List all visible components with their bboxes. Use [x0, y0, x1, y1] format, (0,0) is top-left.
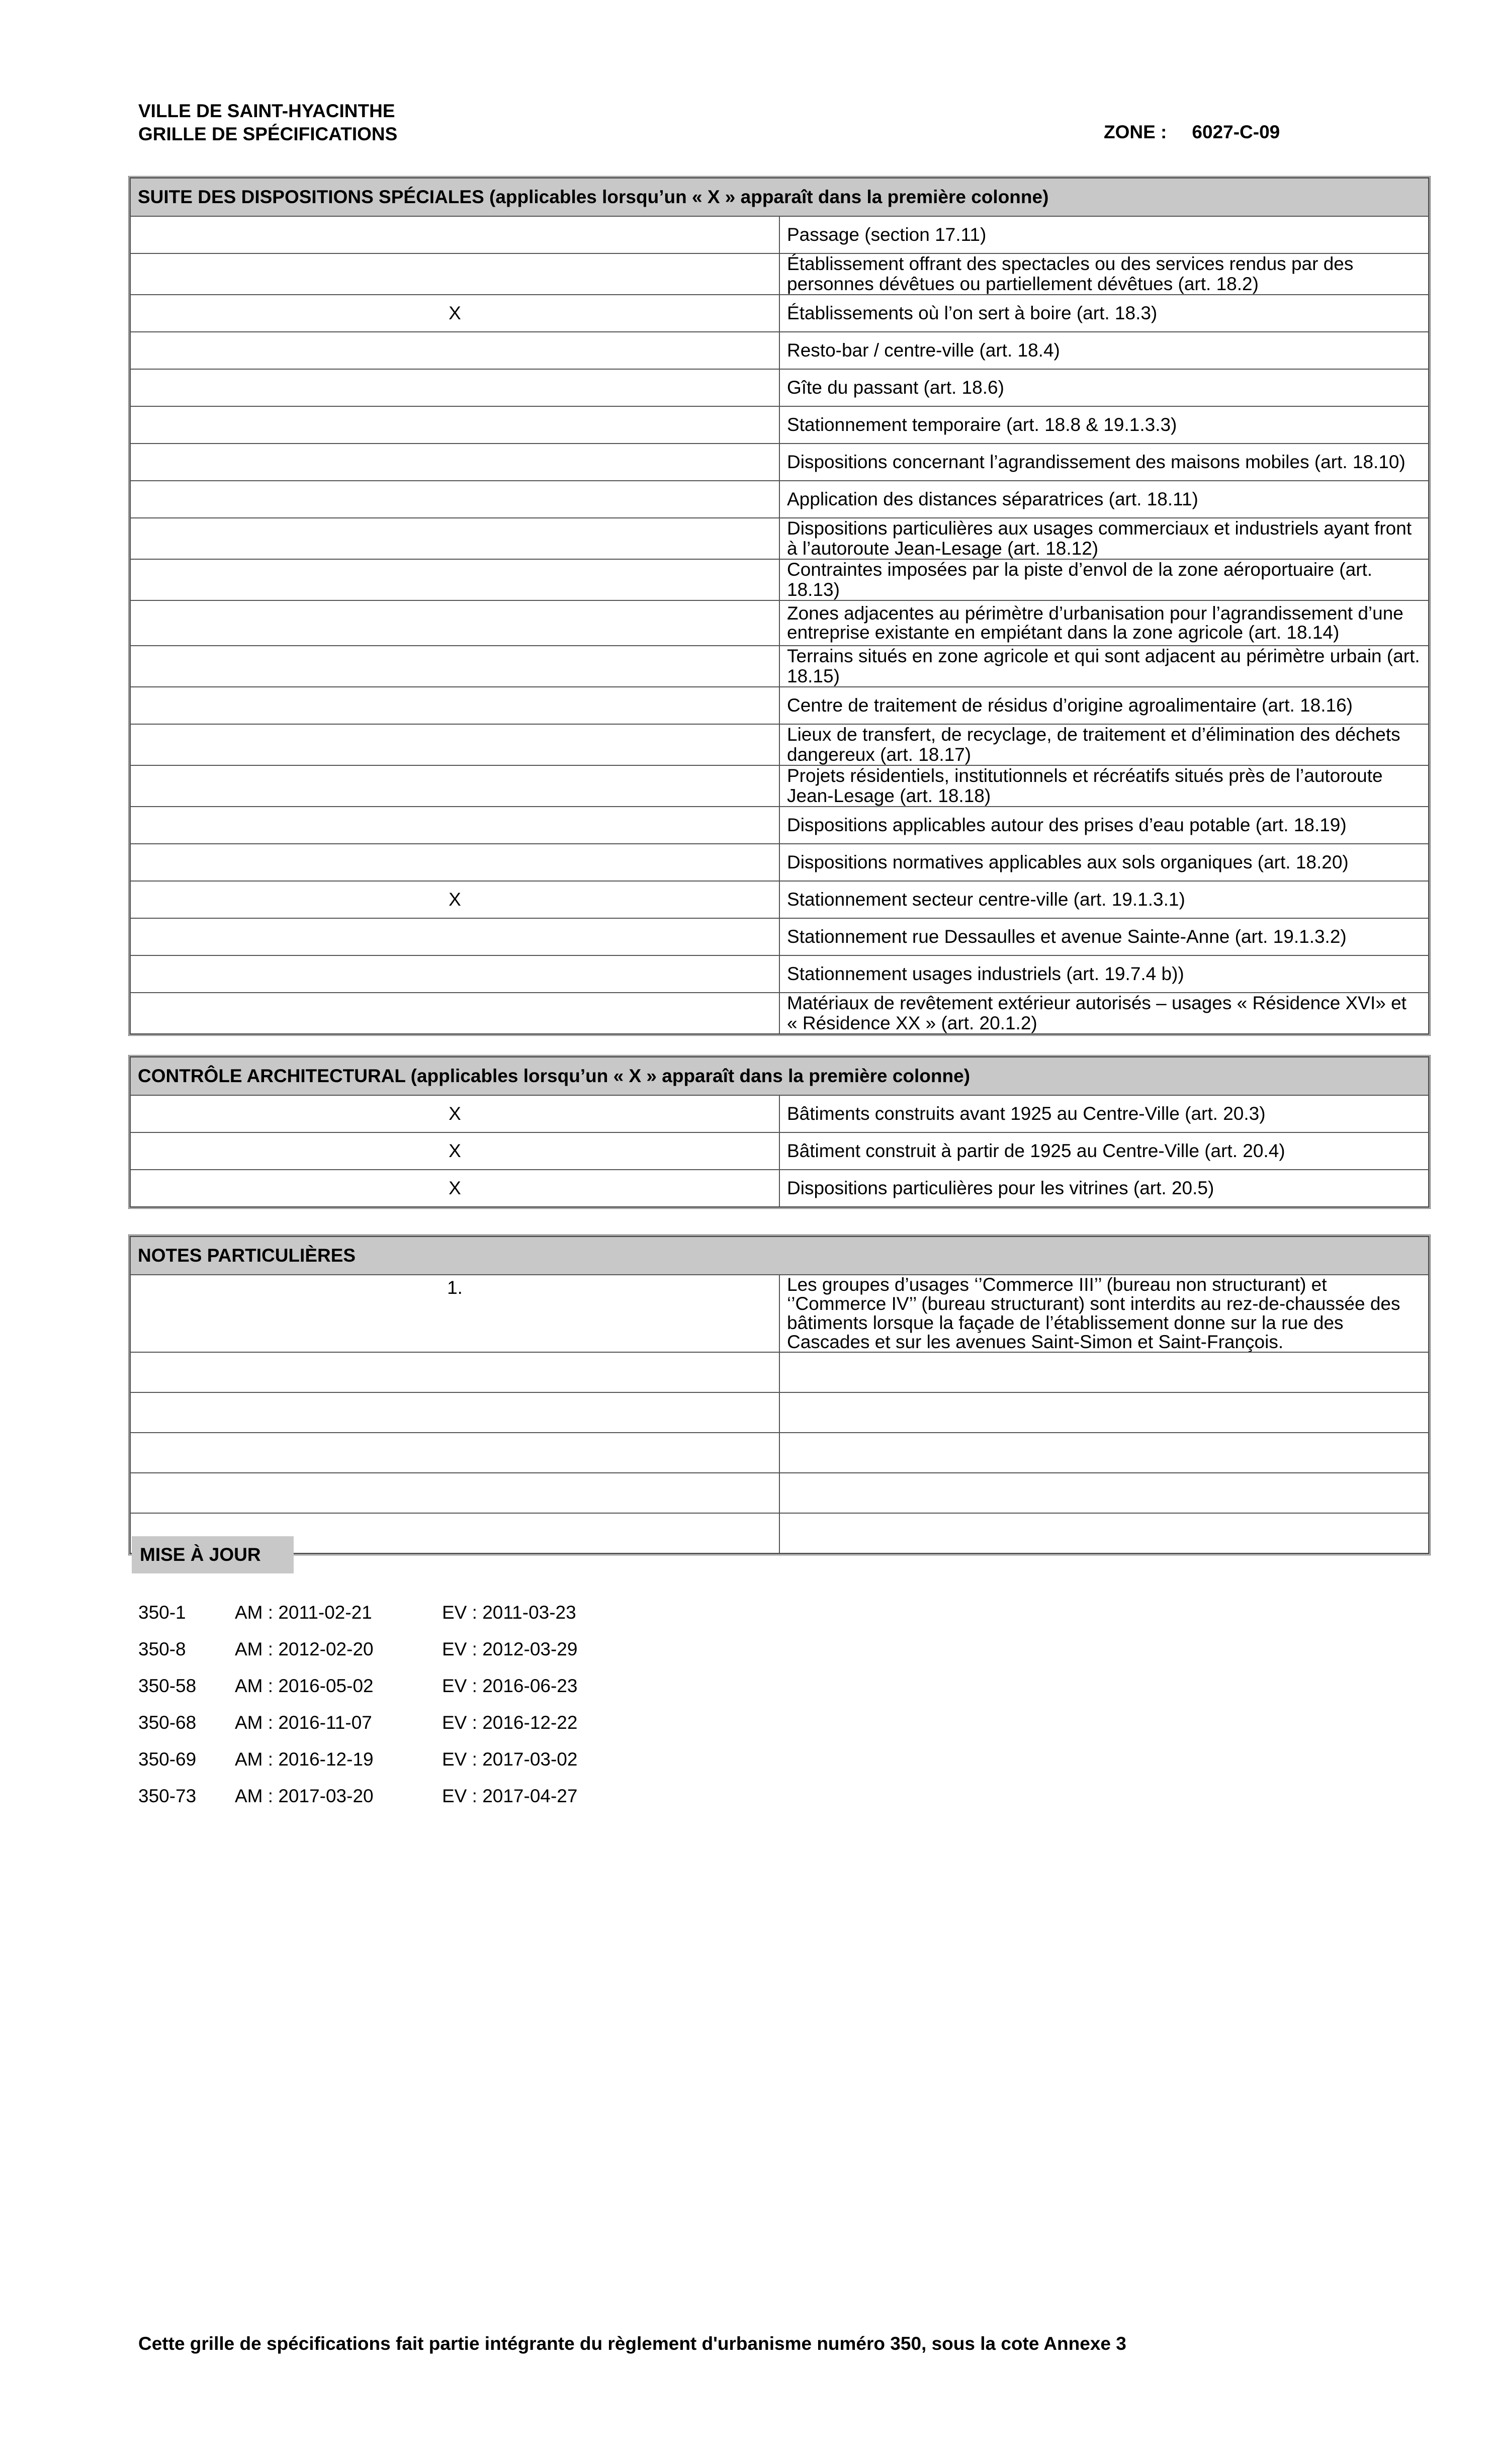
table-row	[130, 1473, 1429, 1513]
updates-list	[138, 1594, 577, 1814]
provision-text: Dispositions concernant l’agrandissement des maisons mobiles (art. 18.10)	[779, 444, 1429, 481]
table-row	[130, 600, 1429, 646]
table-row	[130, 1352, 1429, 1392]
adoption-date: AM : 2016-11-07	[235, 1712, 372, 1733]
bylaw-number: 350-8	[138, 1639, 186, 1659]
applicable-mark	[130, 724, 779, 765]
adoption-date: AM : 2016-05-02	[235, 1676, 374, 1696]
table-row	[130, 332, 1429, 369]
provision-text: Dispositions particulières aux usages commerciaux et industriels ayant front à l’autoroute Jean-Lesage (art. 18.12)	[779, 518, 1429, 559]
table-row	[130, 295, 1429, 332]
table-row	[130, 444, 1429, 481]
update-entry	[138, 1594, 577, 1631]
table-row	[130, 559, 1429, 600]
provision-text: Resto-bar / centre-ville (art. 18.4)	[779, 332, 1429, 369]
provision-text: Lieux de transfert, de recyclage, de traitement et d’élimination des déchets dangereux (art. 18.17)	[779, 724, 1429, 765]
adoption-date: AM : 2012-02-20	[235, 1639, 374, 1659]
applicable-mark	[130, 518, 779, 559]
effective-date: EV : 2012-03-29	[442, 1639, 578, 1659]
update-entry	[138, 1667, 577, 1704]
applicable-mark	[130, 481, 779, 518]
table-row	[130, 724, 1429, 765]
applicable-mark	[130, 216, 779, 253]
footer-note: Cette grille de spécifications fait partie intégrante du règlement d'urbanisme numéro 350, sous la cote Annexe 3	[138, 2333, 1126, 2354]
table-row	[130, 1132, 1429, 1170]
table-row	[130, 1170, 1429, 1207]
update-entry	[138, 1704, 577, 1741]
zone-identifier	[1104, 121, 1280, 144]
provision-text: Dispositions particulières pour les vitrines (art. 20.5)	[779, 1170, 1429, 1207]
applicable-mark	[130, 687, 779, 724]
special-provisions-table	[128, 176, 1431, 1036]
note-number	[130, 1473, 779, 1513]
applicable-mark	[130, 600, 779, 646]
updates-title: MISE À JOUR	[132, 1536, 294, 1573]
applicable-mark	[130, 369, 779, 406]
provision-text: Stationnement temporaire (art. 18.8 & 19.1.3.3)	[779, 406, 1429, 444]
table-row	[130, 1433, 1429, 1473]
adoption-date: AM : 2011-02-21	[235, 1602, 372, 1623]
provision-text: Dispositions normatives applicables aux sols organiques (art. 18.20)	[779, 844, 1429, 881]
applicable-mark: X	[130, 881, 779, 918]
note-number	[130, 1392, 779, 1433]
note-text	[779, 1513, 1429, 1553]
notes-title: NOTES PARTICULIÈRES	[130, 1237, 1429, 1275]
provision-text: Établissement offrant des spectacles ou des services rendus par des personnes dévêtues ou partiellement dévêtues (art. 18.2)	[779, 253, 1429, 295]
applicable-mark	[130, 406, 779, 444]
bylaw-number: 350-69	[138, 1749, 197, 1770]
note-text: Les groupes d’usages ‘’Commerce III’’ (bureau non structurant) et ‘’Commerce IV’’ (bureau structurant) sont interdits au rez-de-chaussée des bâtiments lorsque la façade de l’établissement donne sur la rue des Cascades et sur les avenues Saint-Simon et Saint-François.	[779, 1275, 1429, 1352]
update-entry	[138, 1631, 577, 1667]
city-name: VILLE DE SAINT-HYACINTHE	[138, 101, 395, 121]
table-row	[130, 844, 1429, 881]
bylaw-number: 350-73	[138, 1786, 197, 1806]
applicable-mark	[130, 765, 779, 807]
note-number: 1.	[130, 1275, 779, 1352]
provision-text: Stationnement rue Dessaulles et avenue Sainte-Anne (art. 19.1.3.2)	[779, 918, 1429, 955]
effective-date: EV : 2016-06-23	[442, 1676, 578, 1696]
applicable-mark	[130, 844, 779, 881]
architectural-control-table	[128, 1055, 1431, 1209]
table-row	[130, 918, 1429, 955]
applicable-mark	[130, 955, 779, 993]
provision-text: Stationnement secteur centre-ville (art. 19.1.3.1)	[779, 881, 1429, 918]
effective-date: EV : 2016-12-22	[442, 1712, 578, 1733]
provision-text: Passage (section 17.11)	[779, 216, 1429, 253]
applicable-mark	[130, 253, 779, 295]
effective-date: EV : 2017-03-02	[442, 1749, 578, 1770]
zone-value: 6027-C-09	[1192, 122, 1280, 142]
note-number	[130, 1352, 779, 1392]
applicable-mark	[130, 332, 779, 369]
applicable-mark	[130, 444, 779, 481]
update-entry	[138, 1741, 577, 1778]
table-row	[130, 687, 1429, 724]
provision-text: Terrains situés en zone agricole et qui sont adjacent au périmètre urbain (art. 18.15)	[779, 646, 1429, 687]
table-row	[130, 955, 1429, 993]
table-row	[130, 646, 1429, 687]
applicable-mark	[130, 918, 779, 955]
table-row	[130, 993, 1429, 1034]
note-text	[779, 1392, 1429, 1433]
zone-label: ZONE :	[1104, 122, 1167, 142]
adoption-date: AM : 2017-03-20	[235, 1786, 374, 1806]
table-row	[130, 807, 1429, 844]
applicable-mark	[130, 646, 779, 687]
note-text	[779, 1473, 1429, 1513]
applicable-mark	[130, 993, 779, 1034]
table-row	[130, 881, 1429, 918]
table-row	[130, 1513, 1429, 1553]
provision-text: Dispositions applicables autour des prises d’eau potable (art. 18.19)	[779, 807, 1429, 844]
document-header	[138, 100, 397, 146]
applicable-mark: X	[130, 1095, 779, 1132]
provision-text: Application des distances séparatrices (art. 18.11)	[779, 481, 1429, 518]
architectural-control-rows	[130, 1095, 1429, 1207]
provision-text: Centre de traitement de résidus d’origine agroalimentaire (art. 18.16)	[779, 687, 1429, 724]
provision-text: Bâtiment construit à partir de 1925 au Centre-Ville (art. 20.4)	[779, 1132, 1429, 1170]
table-row	[130, 1275, 1429, 1352]
table-row	[130, 1095, 1429, 1132]
effective-date: EV : 2017-04-27	[442, 1786, 578, 1806]
provision-text: Zones adjacentes au périmètre d’urbanisation pour l’agrandissement d’une entreprise existante en empiétant dans la zone agricole (art. 18.14)	[779, 600, 1429, 646]
notes-rows	[130, 1275, 1429, 1553]
provision-text: Bâtiments construits avant 1925 au Centre-Ville (art. 20.3)	[779, 1095, 1429, 1132]
note-text	[779, 1352, 1429, 1392]
applicable-mark: X	[130, 1132, 779, 1170]
table-row	[130, 216, 1429, 253]
applicable-mark: X	[130, 295, 779, 332]
table-row	[130, 765, 1429, 807]
table-row	[130, 481, 1429, 518]
effective-date: EV : 2011-03-23	[442, 1602, 576, 1623]
provision-text: Gîte du passant (art. 18.6)	[779, 369, 1429, 406]
table-row	[130, 369, 1429, 406]
applicable-mark: X	[130, 1170, 779, 1207]
special-provisions-title: SUITE DES DISPOSITIONS SPÉCIALES (applicables lorsqu’un « X » apparaît dans la première colonne)	[130, 178, 1429, 216]
architectural-control-title: CONTRÔLE ARCHITECTURAL (applicables lorsqu’un « X » apparaît dans la première colonne)	[130, 1057, 1429, 1095]
table-row	[130, 253, 1429, 295]
bylaw-number: 350-68	[138, 1712, 197, 1733]
notes-table	[128, 1235, 1431, 1555]
table-row	[130, 518, 1429, 559]
note-number	[130, 1433, 779, 1473]
applicable-mark	[130, 559, 779, 600]
bylaw-number: 350-1	[138, 1602, 186, 1623]
provision-text: Projets résidentiels, institutionnels et récréatifs situés près de l’autoroute Jean-Lesage (art. 18.18)	[779, 765, 1429, 807]
adoption-date: AM : 2016-12-19	[235, 1749, 374, 1770]
table-row	[130, 406, 1429, 444]
document-title: GRILLE DE SPÉCIFICATIONS	[138, 124, 398, 144]
special-provisions-rows	[130, 216, 1429, 1034]
update-entry	[138, 1778, 577, 1814]
provision-text: Établissements où l’on sert à boire (art. 18.3)	[779, 295, 1429, 332]
note-text	[779, 1433, 1429, 1473]
provision-text: Stationnement usages industriels (art. 19.7.4 b))	[779, 955, 1429, 993]
bylaw-number: 350-58	[138, 1676, 197, 1696]
applicable-mark	[130, 807, 779, 844]
provision-text: Contraintes imposées par la piste d’envol de la zone aéroportuaire (art. 18.13)	[779, 559, 1429, 600]
table-row	[130, 1392, 1429, 1433]
provision-text: Matériaux de revêtement extérieur autorisés – usages « Résidence XVI» et « Résidence XX » (art. 20.1.2)	[779, 993, 1429, 1034]
